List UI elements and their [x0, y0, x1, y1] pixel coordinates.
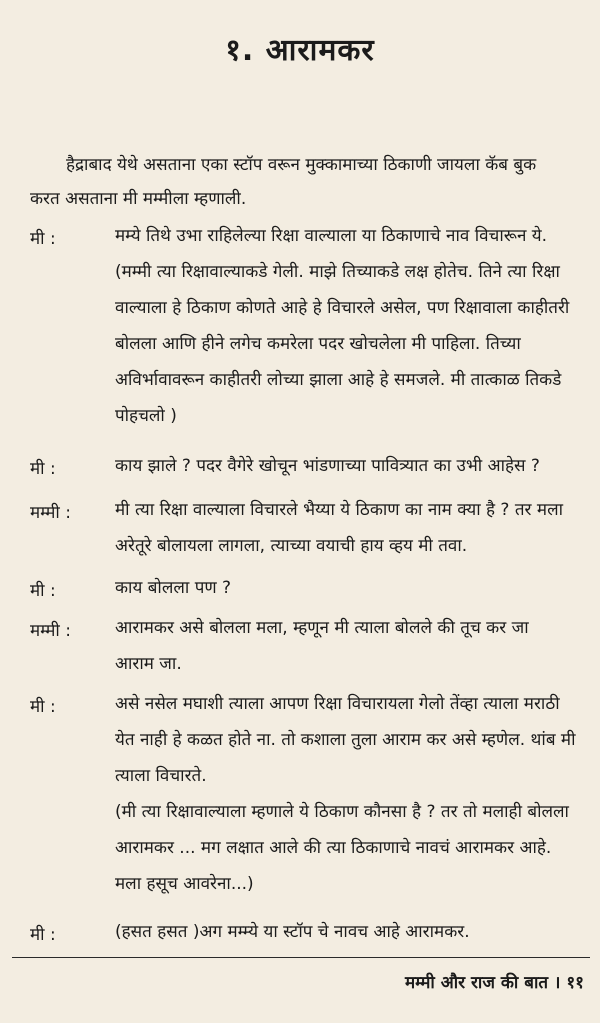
dialogue-line: (मम्मी त्या रिक्षावाल्याकडे गेली. माझे तिच्याकडे लक्ष होतेच. तिने त्या रिक्षा — [115, 262, 560, 282]
dialogue-text — [115, 448, 590, 484]
dialogue-line: मम्ये तिथे उभा राहिलेल्या रिक्षा वाल्याला या ठिकाणाचे नाव विचारून ये. — [115, 226, 548, 246]
speaker-label: मी : — [30, 925, 56, 945]
footer-divider — [12, 957, 590, 958]
dialogue-line: (हसत हसत )अग मम्म्ये या स्टॉप चे नावच आहे आरामकर. — [115, 922, 470, 942]
speaker-label: मी : — [30, 581, 56, 601]
dialogue-line: (मी त्या रिक्षावाल्याला म्हणाले ये ठिकाण कौनसा है ? तर तो मलाही बोलला — [115, 802, 569, 822]
speaker-label: मी : — [30, 459, 56, 479]
dialogue-line: वाल्याला हे ठिकाण कोणते आहे हे विचारले असेल, पण रिक्षावाला काहीतरी — [115, 298, 570, 318]
dialogue-text — [115, 914, 590, 950]
dialogue-line: पोहचलो ) — [115, 406, 177, 426]
dialogue-line: आरामकर ... मग लक्षात आले की त्या ठिकाणाचे नावचं आरामकर आहे. — [115, 838, 552, 858]
page-footer: मम्मी और राज की बात । ११ — [404, 973, 584, 993]
dialogue-line: काय बोलला पण ? — [115, 578, 232, 598]
speaker-label: मम्मी : — [30, 503, 71, 523]
dialogue-text — [115, 218, 590, 434]
dialogue-line: काय झाले ? पदर वैगेरे खोचून भांडणाच्या पावित्र्यात का उभी आहेस ? — [115, 456, 540, 476]
intro-paragraph — [30, 148, 590, 216]
dialogue-text — [115, 610, 590, 682]
dialogue-line: बोलला आणि हीने लगेच कमरेला पदर खोचलेला मी पाहिला. तिच्या — [115, 334, 521, 354]
speaker-label: मम्मी : — [30, 621, 71, 641]
speaker-label: मी : — [30, 229, 56, 249]
speaker-label: मी : — [30, 697, 56, 717]
intro-line: करत असताना मी मम्मीला म्हणाली. — [30, 189, 247, 209]
dialogue-line: आरामकर असे बोलला मला, म्हणून मी त्याला बोलले की तूच कर जा — [115, 618, 529, 638]
intro-line: हैद्राबाद येथे असताना एका स्टॉप वरून मुक्कामाच्या ठिकाणी जायला कॅब बुक — [66, 155, 537, 175]
dialogue-line: मला हसूच आवरेना...) — [115, 874, 254, 894]
dialogue-line: असे नसेल मघाशी त्याला आपण रिक्षा विचारायला गेलो तेंव्हा त्याला मराठी — [115, 694, 560, 714]
dialogue-line: अरेतूरे बोलायला लागला, त्याच्या वयाची हाय व्हय मी तवा. — [115, 536, 468, 556]
chapter-title: १. आरामकर — [225, 33, 375, 68]
dialogue-line: येत नाही हे कळत होते ना. तो कशाला तुला आराम कर असे म्हणेल. थांब मी — [115, 730, 576, 750]
dialogue-line: मी त्या रिक्षा वाल्याला विचारले भैय्या ये ठिकाण का नाम क्या है ? तर मला — [115, 500, 563, 520]
dialogue-line: आराम जा. — [115, 654, 182, 674]
dialogue-text — [115, 570, 590, 606]
dialogue-line: त्याला विचारते. — [115, 766, 207, 786]
dialogue-text — [115, 492, 590, 564]
dialogue-line: अविर्भावावरून काहीतरी लोच्या झाला आहे हे समजले. मी तात्काळ तिकडे — [115, 370, 562, 390]
dialogue-text — [115, 686, 590, 902]
